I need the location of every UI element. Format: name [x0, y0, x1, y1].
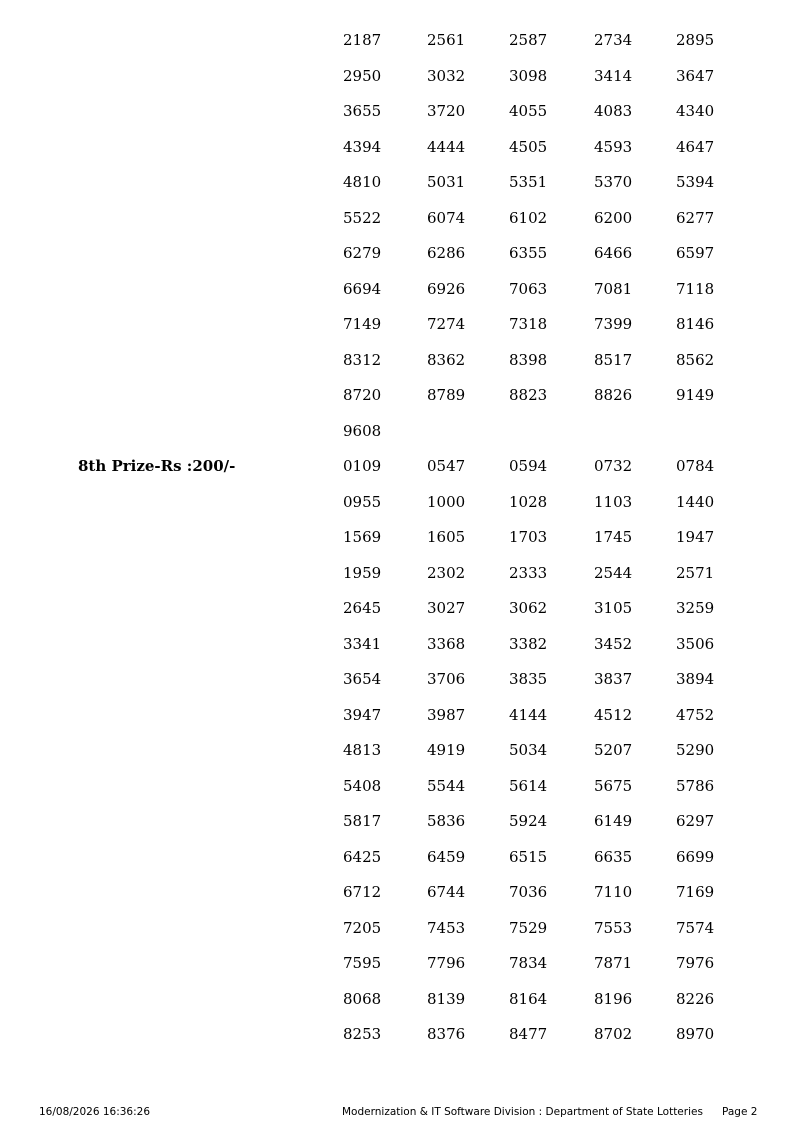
- ticket-number: 1000: [427, 492, 466, 511]
- ticket-number: 3062: [509, 599, 548, 617]
- ticket-number: 7169: [676, 883, 715, 901]
- ticket-number: 6200: [594, 208, 633, 227]
- ticket-number: 0109: [343, 457, 382, 475]
- ticket-number: 4512: [594, 705, 633, 724]
- ticket-number: 3987: [427, 705, 466, 724]
- ticket-number: 7149: [343, 315, 382, 333]
- ticket-number: 1440: [676, 492, 715, 511]
- ticket-number: 5207: [594, 741, 633, 759]
- print-datetime: 16/08/2026 16:36:26: [39, 1106, 151, 1118]
- ticket-number: 7529: [509, 918, 548, 937]
- number-row: [0, 556, 800, 592]
- ticket-number: 1703: [509, 528, 548, 546]
- number-row: [0, 307, 800, 343]
- ticket-number: 4340: [676, 102, 715, 120]
- number-row: [0, 520, 800, 556]
- ticket-number: 4919: [427, 741, 466, 759]
- ticket-number: 8376: [427, 1025, 466, 1043]
- ticket-number: 4083: [594, 102, 633, 120]
- ticket-number: 3259: [676, 599, 715, 617]
- number-row: [0, 343, 800, 379]
- ticket-number: 7399: [594, 315, 633, 333]
- ticket-number: 8196: [594, 989, 633, 1008]
- ticket-number: 6459: [427, 847, 466, 866]
- ticket-number: 7871: [594, 954, 633, 972]
- number-row: [0, 201, 800, 237]
- ticket-number: 6712: [343, 883, 382, 901]
- ticket-number: 3032: [427, 66, 466, 85]
- ticket-number: 6355: [509, 244, 548, 262]
- ticket-number: 0955: [343, 492, 382, 511]
- page-footer: [0, 1106, 800, 1122]
- ticket-number: 4813: [343, 741, 382, 759]
- ticket-number: 7063: [509, 279, 548, 298]
- ticket-number: 3368: [427, 634, 466, 653]
- ticket-number: 6297: [676, 812, 715, 830]
- ticket-number: 3655: [343, 102, 382, 120]
- ticket-number: 1103: [594, 492, 633, 511]
- ticket-number: 8789: [427, 386, 466, 404]
- ticket-number: 2187: [343, 31, 382, 49]
- division-name: Modernization & IT Software Division : Department of State Lotteries: [342, 1106, 703, 1118]
- number-row: [0, 130, 800, 166]
- ticket-number: 7976: [676, 954, 715, 972]
- ticket-number: 9149: [676, 386, 715, 404]
- ticket-number: 8562: [676, 350, 715, 369]
- ticket-number: 8253: [343, 1025, 382, 1043]
- number-row: [0, 627, 800, 663]
- ticket-number: 0732: [594, 457, 633, 475]
- ticket-number: 2571: [676, 563, 715, 582]
- ticket-number: 3341: [343, 634, 382, 653]
- ticket-number: 8823: [509, 386, 548, 404]
- number-row: [0, 875, 800, 911]
- ticket-number: 7081: [594, 279, 633, 298]
- ticket-number: 1947: [676, 528, 715, 546]
- ticket-number: 6926: [427, 279, 466, 298]
- number-row: [0, 698, 800, 734]
- ticket-number: 3835: [509, 670, 548, 688]
- ticket-number: 2561: [427, 31, 466, 49]
- ticket-number: 8826: [594, 386, 633, 404]
- ticket-number: 8702: [594, 1025, 633, 1043]
- ticket-number: 5370: [594, 173, 633, 191]
- number-row: [0, 804, 800, 840]
- ticket-number: 3105: [594, 599, 633, 617]
- ticket-number: 0547: [427, 457, 466, 475]
- number-row: [0, 911, 800, 947]
- ticket-number: 2950: [343, 66, 382, 85]
- ticket-number: 8362: [427, 350, 466, 369]
- number-row: [0, 733, 800, 769]
- ticket-number: 5544: [427, 776, 466, 795]
- ticket-number: 2734: [594, 31, 633, 49]
- number-row: [0, 23, 800, 59]
- ticket-number: 6149: [594, 812, 633, 830]
- ticket-number: 6286: [427, 244, 466, 262]
- prize-heading: 8th Prize-Rs :200/-: [78, 457, 236, 475]
- ticket-number: 1028: [509, 492, 548, 511]
- ticket-number: 1745: [594, 528, 633, 546]
- ticket-number: 0594: [509, 457, 548, 475]
- ticket-number: 5614: [509, 776, 548, 795]
- ticket-number: 5031: [427, 173, 466, 191]
- previous-prize-section: [0, 23, 800, 449]
- page-number: Page 2: [722, 1106, 758, 1118]
- ticket-number: 7834: [509, 954, 548, 972]
- ticket-number: 2895: [676, 31, 715, 49]
- ticket-number: 6635: [594, 847, 633, 866]
- ticket-number: 6279: [343, 244, 382, 262]
- ticket-number: 2645: [343, 599, 382, 617]
- number-row: [0, 1017, 800, 1053]
- number-row: [0, 840, 800, 876]
- ticket-number: 8398: [509, 350, 548, 369]
- ticket-number: 3947: [343, 705, 382, 724]
- ticket-number: 4055: [509, 102, 548, 120]
- number-row: [0, 378, 800, 414]
- number-row: [0, 165, 800, 201]
- ticket-number: 7274: [427, 315, 466, 333]
- ticket-number: 3654: [343, 670, 382, 688]
- ticket-number: 4144: [509, 705, 548, 724]
- ticket-number: 9608: [343, 421, 382, 440]
- ticket-number: 5034: [509, 741, 548, 759]
- ticket-number: 3382: [509, 634, 548, 653]
- eighth-prize-section: [0, 449, 800, 1053]
- number-row: [0, 662, 800, 698]
- ticket-number: 2302: [427, 563, 466, 582]
- number-row: [0, 236, 800, 272]
- ticket-number: 5924: [509, 812, 548, 830]
- ticket-number: 5817: [343, 812, 382, 830]
- ticket-number: 4444: [427, 137, 466, 156]
- ticket-number: 3894: [676, 670, 715, 688]
- ticket-number: 2587: [509, 31, 548, 49]
- ticket-number: 7595: [343, 954, 382, 972]
- ticket-number: 6744: [427, 883, 466, 901]
- number-row: [0, 946, 800, 982]
- ticket-number: 5786: [676, 776, 715, 795]
- number-row: [0, 485, 800, 521]
- ticket-number: 3098: [509, 66, 548, 85]
- number-row: [0, 982, 800, 1018]
- ticket-number: 6074: [427, 208, 466, 227]
- ticket-number: 4394: [343, 137, 382, 156]
- ticket-number: 8517: [594, 350, 633, 369]
- ticket-number: 3452: [594, 634, 633, 653]
- ticket-number: 4593: [594, 137, 633, 156]
- ticket-number: 4647: [676, 137, 715, 156]
- ticket-number: 1569: [343, 528, 382, 546]
- number-row: [0, 94, 800, 130]
- ticket-number: 6515: [509, 847, 548, 866]
- ticket-number: 5290: [676, 741, 715, 759]
- ticket-number: 8477: [509, 1025, 548, 1043]
- number-row: [0, 449, 800, 485]
- ticket-number: 5351: [509, 173, 548, 191]
- ticket-number: 8226: [676, 989, 715, 1008]
- number-row: [0, 272, 800, 308]
- ticket-number: 3720: [427, 102, 466, 120]
- ticket-number: 8146: [676, 315, 715, 333]
- ticket-number: 3027: [427, 599, 466, 617]
- ticket-number: 2333: [509, 563, 548, 582]
- ticket-number: 7574: [676, 918, 715, 937]
- ticket-number: 3647: [676, 66, 715, 85]
- ticket-number: 5522: [343, 208, 382, 227]
- ticket-number: 5408: [343, 776, 382, 795]
- ticket-number: 6277: [676, 208, 715, 227]
- ticket-number: 5394: [676, 173, 715, 191]
- ticket-number: 7036: [509, 883, 548, 901]
- ticket-number: 6425: [343, 847, 382, 866]
- ticket-number: 7553: [594, 918, 633, 937]
- ticket-number: 7110: [594, 883, 633, 901]
- ticket-number: 3837: [594, 670, 633, 688]
- ticket-number: 5675: [594, 776, 633, 795]
- number-row: [0, 414, 800, 450]
- ticket-number: 6597: [676, 244, 715, 262]
- ticket-number: 3706: [427, 670, 466, 688]
- ticket-number: 8068: [343, 989, 382, 1008]
- ticket-number: 8720: [343, 386, 382, 404]
- ticket-number: 8970: [676, 1025, 715, 1043]
- ticket-number: 2544: [594, 563, 633, 582]
- ticket-number: 4752: [676, 705, 715, 724]
- ticket-number: 7118: [676, 279, 715, 298]
- ticket-number: 6694: [343, 279, 382, 298]
- ticket-number: 6466: [594, 244, 633, 262]
- number-row: [0, 591, 800, 627]
- ticket-number: 5836: [427, 812, 466, 830]
- ticket-number: 6102: [509, 208, 548, 227]
- number-row: [0, 59, 800, 95]
- ticket-number: 7453: [427, 918, 466, 937]
- ticket-number: 1605: [427, 528, 466, 546]
- ticket-number: 8139: [427, 989, 466, 1008]
- ticket-number: 4810: [343, 173, 382, 191]
- ticket-number: 1959: [343, 563, 382, 582]
- ticket-number: 6699: [676, 847, 715, 866]
- ticket-number: 4505: [509, 137, 548, 156]
- ticket-number: 7318: [509, 315, 548, 333]
- ticket-number: 8164: [509, 989, 548, 1008]
- ticket-number: 8312: [343, 350, 382, 369]
- number-row: [0, 769, 800, 805]
- ticket-number: 0784: [676, 457, 715, 475]
- ticket-number: 3506: [676, 634, 715, 653]
- ticket-number: 3414: [594, 66, 633, 85]
- ticket-number: 7205: [343, 918, 382, 937]
- ticket-number: 7796: [427, 954, 466, 972]
